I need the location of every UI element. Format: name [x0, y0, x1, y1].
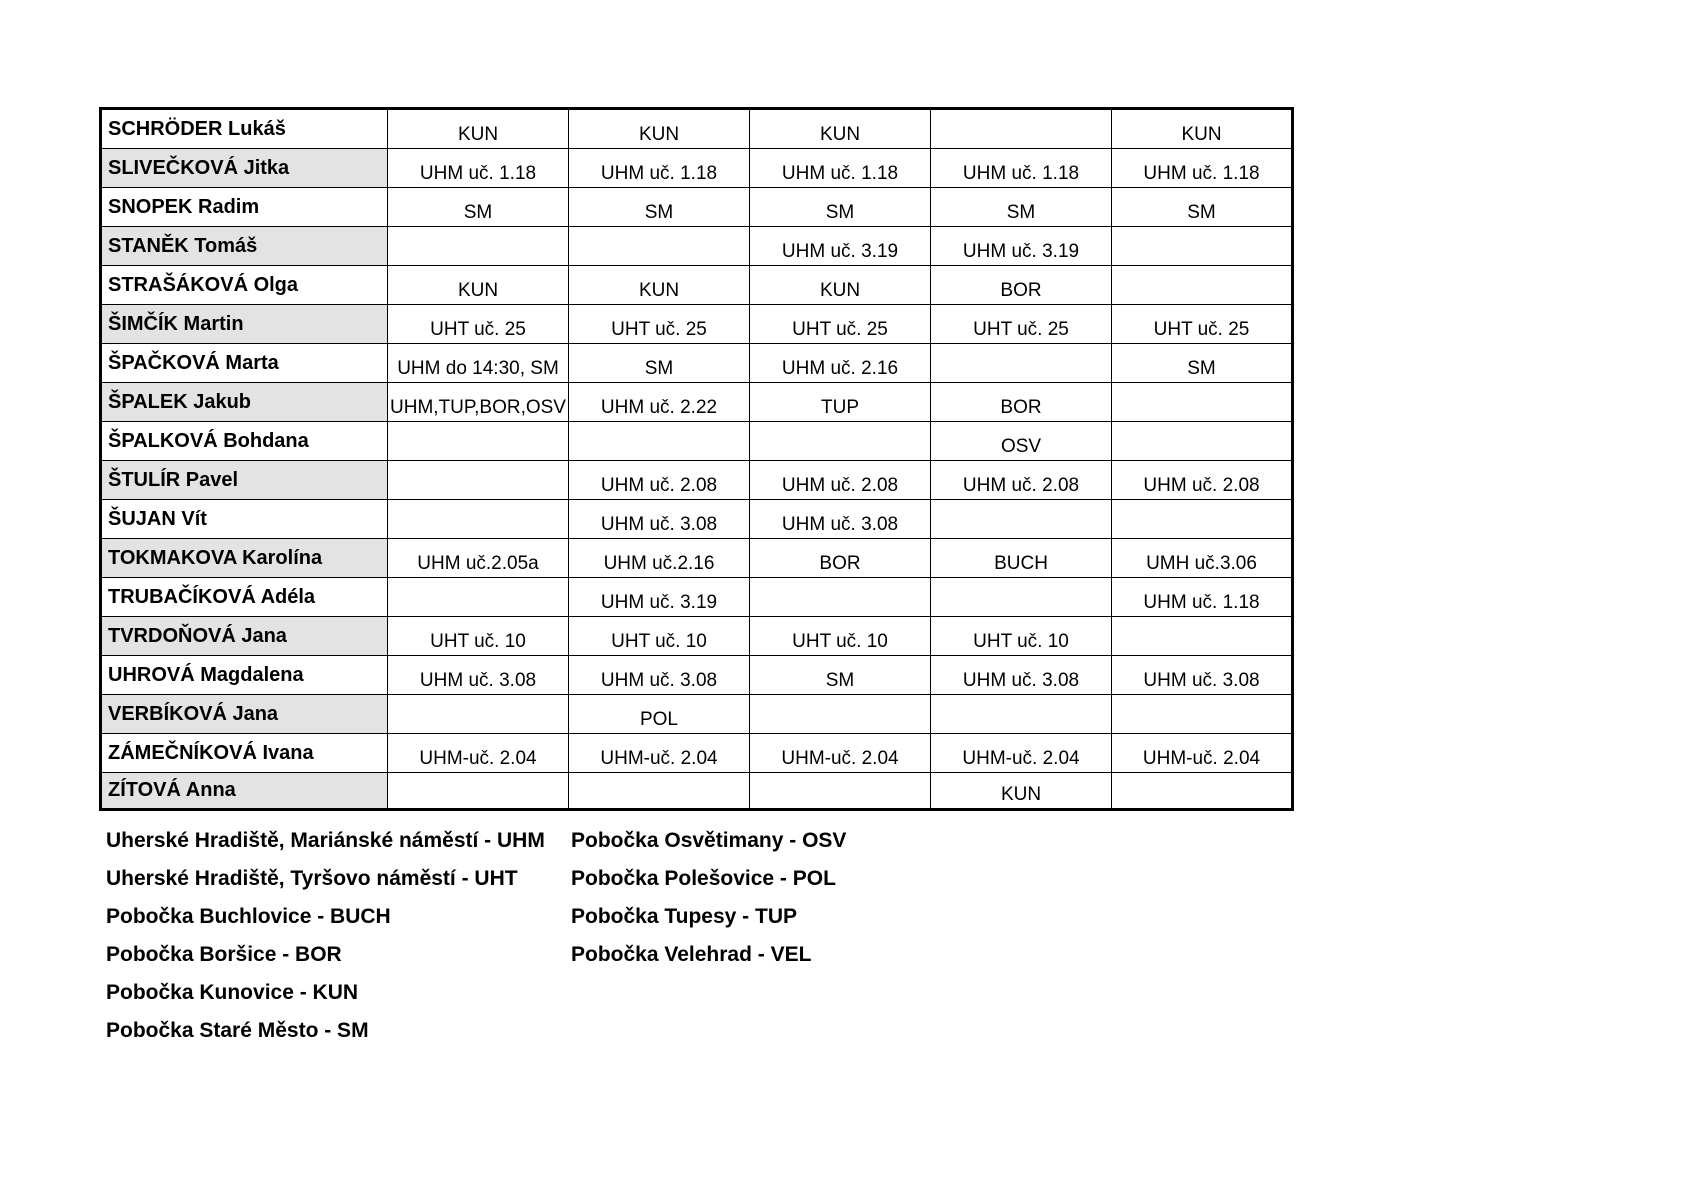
table-cell: UHM uč. 2.16	[750, 344, 931, 383]
employee-name: TOKMAKOVA Karolína	[101, 539, 388, 578]
table-cell	[1112, 422, 1293, 461]
table-cell	[931, 578, 1112, 617]
employee-name: SNOPEK Radim	[101, 188, 388, 227]
table-cell: UHM uč. 2.22	[569, 383, 750, 422]
table-cell: UHM-uč. 2.04	[388, 734, 569, 773]
table-cell: UHT uč. 25	[1112, 305, 1293, 344]
table-cell: UHM uč. 3.08	[569, 500, 750, 539]
table-cell: SM	[1112, 344, 1293, 383]
table-cell	[388, 578, 569, 617]
table-cell: UHM uč. 1.18	[1112, 149, 1293, 188]
table-cell	[1112, 266, 1293, 305]
table-cell	[750, 695, 931, 734]
employee-name: SCHRÖDER Lukáš	[101, 109, 388, 149]
employee-name: TRUBAČÍKOVÁ Adéla	[101, 578, 388, 617]
table-row	[101, 578, 1293, 617]
table-cell: UHM uč. 3.08	[569, 656, 750, 695]
table-cell: UHM uč. 3.19	[750, 227, 931, 266]
table-cell	[931, 695, 1112, 734]
table-cell: KUN	[569, 109, 750, 149]
employee-name: ŠPAČKOVÁ Marta	[101, 344, 388, 383]
table-cell: UHT uč. 25	[388, 305, 569, 344]
table-cell: KUN	[569, 266, 750, 305]
table-row	[101, 383, 1293, 422]
employee-name: ŠUJAN Vít	[101, 500, 388, 539]
employee-name: ŠPALKOVÁ Bohdana	[101, 422, 388, 461]
table-cell	[931, 500, 1112, 539]
table-cell	[1112, 695, 1293, 734]
table-cell	[388, 773, 569, 810]
table-cell: UHM uč. 2.08	[931, 461, 1112, 500]
table-cell: BOR	[750, 539, 931, 578]
legend-item: Pobočka Osvětimany - OSV	[571, 829, 847, 852]
table-cell: BOR	[931, 266, 1112, 305]
table-cell: UHM uč. 1.18	[569, 149, 750, 188]
employee-name: ŠIMČÍK Martin	[101, 305, 388, 344]
legend-column-right	[571, 822, 846, 974]
legend-item: Pobočka Kunovice - KUN	[106, 981, 359, 1004]
table-row	[101, 188, 1293, 227]
table-cell: UHM uč. 3.08	[750, 500, 931, 539]
table-cell: SM	[388, 188, 569, 227]
table-row	[101, 500, 1293, 539]
legend-item: Pobočka Boršice - BOR	[106, 943, 342, 966]
table-cell	[569, 227, 750, 266]
table-row	[101, 109, 1293, 149]
table-cell: UHM-uč. 2.04	[931, 734, 1112, 773]
legend-item: Pobočka Staré Město - SM	[106, 1019, 369, 1042]
branch-legend	[106, 822, 906, 1062]
table-cell: UHM uč. 2.08	[1112, 461, 1293, 500]
table-row	[101, 539, 1293, 578]
table-cell: OSV	[931, 422, 1112, 461]
table-row	[101, 773, 1293, 810]
table-cell: UHM uč. 1.18	[931, 149, 1112, 188]
employee-name: VERBÍKOVÁ Jana	[101, 695, 388, 734]
table-cell: UHM uč. 3.08	[931, 656, 1112, 695]
table-cell: UHM uč. 2.08	[569, 461, 750, 500]
employee-name: ZÍTOVÁ Anna	[101, 773, 388, 810]
table-row	[101, 656, 1293, 695]
table-cell: UHM uč.2.16	[569, 539, 750, 578]
table-cell: UHM uč. 3.19	[931, 227, 1112, 266]
employee-name: TVRDOŇOVÁ Jana	[101, 617, 388, 656]
legend-item: Pobočka Tupesy - TUP	[571, 905, 797, 928]
table-row	[101, 695, 1293, 734]
table-cell: BOR	[931, 383, 1112, 422]
schedule-table	[99, 107, 1294, 811]
table-cell: UHM uč.2.05a	[388, 539, 569, 578]
table-cell	[750, 422, 931, 461]
table-cell: UHT uč. 10	[750, 617, 931, 656]
table-cell: UHM,TUP,BOR,OSV	[388, 383, 569, 422]
table-cell: UHM-uč. 2.04	[750, 734, 931, 773]
legend-item: Uherské Hradiště, Mariánské náměstí - UHM	[106, 829, 545, 852]
table-cell: KUN	[750, 109, 931, 149]
table-row	[101, 422, 1293, 461]
table-cell: UHT uč. 10	[931, 617, 1112, 656]
table-cell: KUN	[750, 266, 931, 305]
table-cell	[388, 422, 569, 461]
table-cell: POL	[569, 695, 750, 734]
employee-name: ZÁMEČNÍKOVÁ Ivana	[101, 734, 388, 773]
table-cell	[569, 422, 750, 461]
legend-column-left	[106, 822, 545, 1050]
employee-name: ŠPALEK Jakub	[101, 383, 388, 422]
table-cell	[1112, 383, 1293, 422]
table-cell: UHT uč. 25	[569, 305, 750, 344]
table-row	[101, 266, 1293, 305]
table-row	[101, 227, 1293, 266]
table-cell: SM	[569, 188, 750, 227]
table-cell: BUCH	[931, 539, 1112, 578]
table-cell: UHM-uč. 2.04	[569, 734, 750, 773]
table-row	[101, 617, 1293, 656]
table-cell: UHM-uč. 2.04	[1112, 734, 1293, 773]
table-cell: SM	[931, 188, 1112, 227]
table-cell: UHM do 14:30, SM	[388, 344, 569, 383]
table-row	[101, 149, 1293, 188]
table-cell: UHM uč. 3.19	[569, 578, 750, 617]
table-cell: UHM uč. 1.18	[750, 149, 931, 188]
table-cell	[931, 109, 1112, 149]
employee-name: STANĚK Tomáš	[101, 227, 388, 266]
table-cell	[1112, 500, 1293, 539]
table-cell: KUN	[931, 773, 1112, 810]
table-cell: UHT uč. 10	[388, 617, 569, 656]
employee-name: ŠTULÍR Pavel	[101, 461, 388, 500]
table-cell: KUN	[388, 109, 569, 149]
table-cell: UHT uč. 25	[750, 305, 931, 344]
table-row	[101, 344, 1293, 383]
table-cell	[569, 773, 750, 810]
table-cell	[750, 578, 931, 617]
employee-name: STRAŠÁKOVÁ Olga	[101, 266, 388, 305]
table-cell: UHM uč. 2.08	[750, 461, 931, 500]
legend-item: Pobočka Buchlovice - BUCH	[106, 905, 391, 928]
table-cell: UHM uč. 1.18	[1112, 578, 1293, 617]
table-cell	[1112, 617, 1293, 656]
table-row	[101, 461, 1293, 500]
table-row	[101, 305, 1293, 344]
table-cell: SM	[1112, 188, 1293, 227]
legend-item: Pobočka Velehrad - VEL	[571, 943, 812, 966]
legend-item: Pobočka Polešovice - POL	[571, 867, 836, 890]
table-cell	[388, 500, 569, 539]
table-cell	[1112, 227, 1293, 266]
table-cell	[750, 773, 931, 810]
table-cell	[931, 344, 1112, 383]
table-cell: UHM uč. 3.08	[388, 656, 569, 695]
table-cell: KUN	[1112, 109, 1293, 149]
table-cell: UMH uč.3.06	[1112, 539, 1293, 578]
table-cell: UHM uč. 1.18	[388, 149, 569, 188]
table-cell: UHM uč. 3.08	[1112, 656, 1293, 695]
table-cell: SM	[750, 188, 931, 227]
legend-item: Uherské Hradiště, Tyršovo náměstí - UHT	[106, 867, 518, 890]
table-cell: KUN	[388, 266, 569, 305]
table-cell	[1112, 773, 1293, 810]
table-cell: SM	[750, 656, 931, 695]
table-cell	[388, 461, 569, 500]
table-cell: UHT uč. 10	[569, 617, 750, 656]
employee-name: UHROVÁ Magdalena	[101, 656, 388, 695]
table-cell: UHT uč. 25	[931, 305, 1112, 344]
table-row	[101, 734, 1293, 773]
employee-name: SLIVEČKOVÁ Jitka	[101, 149, 388, 188]
table-cell	[388, 695, 569, 734]
table-cell: TUP	[750, 383, 931, 422]
table-cell: SM	[569, 344, 750, 383]
table-cell	[388, 227, 569, 266]
